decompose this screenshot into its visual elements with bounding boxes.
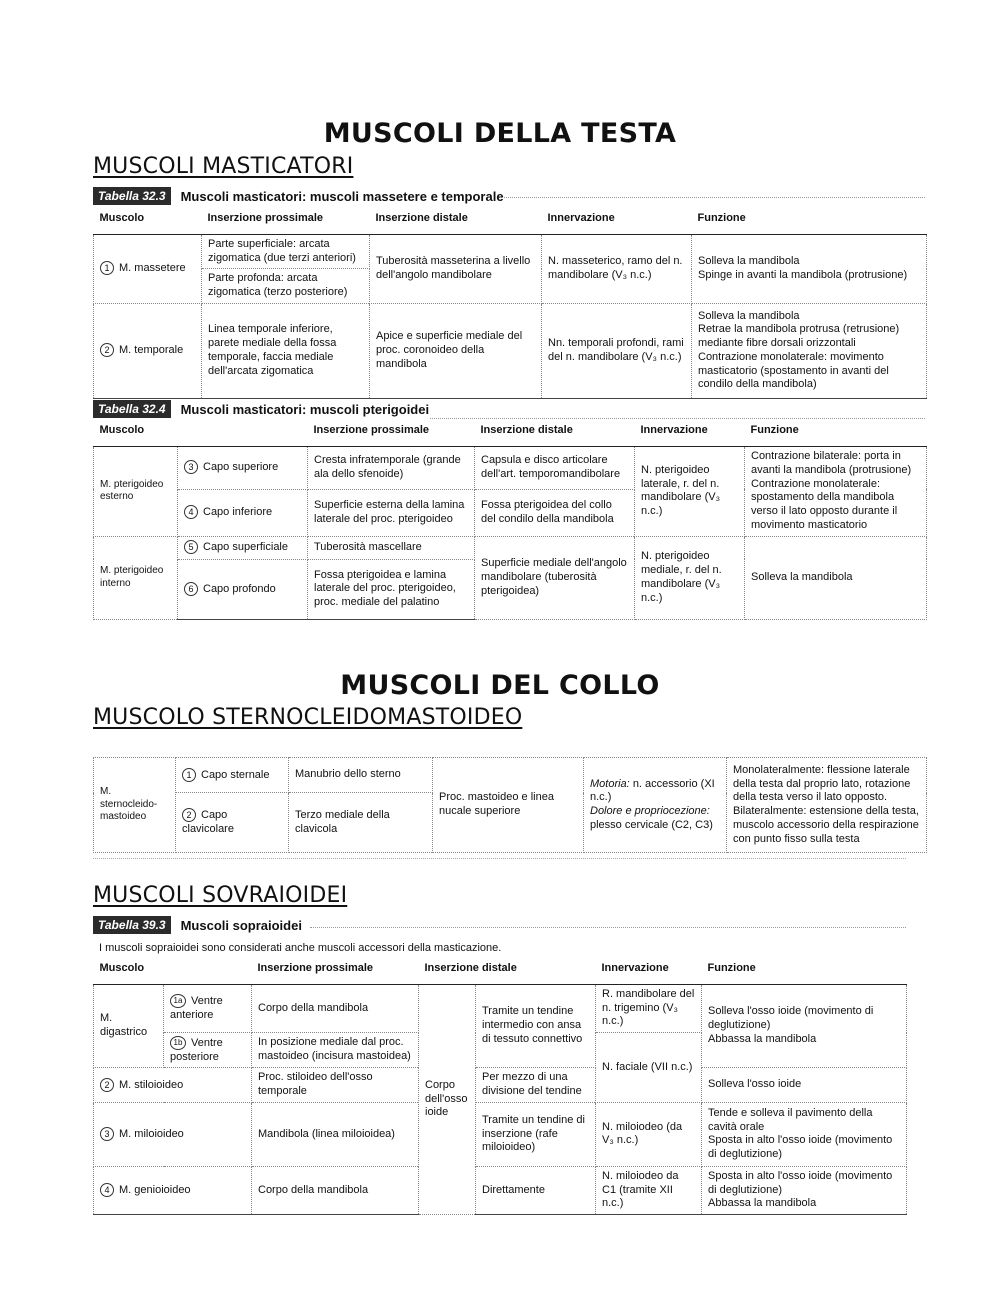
cell: Monolateralmente: flessione laterale della testa dal proprio lato, rotazione della testa verso il lato opposto. Bilateralmente: estensione della testa, muscolo accessorio della respirazione con punto fisso sulla testa	[727, 758, 927, 853]
cell: N. miloiodeo da C1 (tramite XII n.c.)	[596, 1166, 702, 1214]
head-cell	[178, 559, 308, 619]
cell: Fossa pterigoidea del collo del condilo della mandibola	[475, 489, 635, 536]
cell: In posizione mediale dal proc. mastoideo (incisura mastoidea)	[252, 1033, 419, 1068]
table-header-row	[94, 424, 927, 446]
innervation-value: plesso cervicale (C2, C3)	[590, 818, 713, 831]
cell: N. miloiodeo (da V₃ n.c.)	[596, 1102, 702, 1166]
number-badge: 1b	[170, 1036, 186, 1050]
col-header: Inserzione prossimale	[308, 424, 475, 446]
cell: Parte profonda: arcata zigomatica (terzo posteriore)	[202, 269, 370, 304]
table-row	[94, 984, 907, 1032]
cell: Solleva l'osso ioide (movimento di deglutizione) Abbassa la mandibola	[702, 984, 907, 1068]
head-cell	[164, 1033, 252, 1068]
number-badge: 2	[182, 808, 196, 822]
cell: Corpo della mandibola	[252, 1166, 419, 1214]
muscle-cell	[94, 1166, 252, 1214]
number-badge: 1	[100, 261, 114, 275]
section-title-scm: MUSCOLO STERNOCLEIDOMASTOIDEO	[93, 705, 523, 730]
table-row	[94, 303, 927, 398]
cell: N. masseterico, ramo del n. mandibolare (V₃ n.c.)	[542, 234, 692, 303]
cell: Fossa pterigoidea e lamina laterale del proc. pterigoideo, proc. mediale del palatino	[308, 559, 475, 619]
innervation-label: Motoria:	[590, 777, 630, 790]
col-header: Muscolo	[94, 424, 308, 446]
table-badge: Tabella 39.3	[93, 916, 171, 934]
head-name: Capo profondo	[203, 582, 276, 595]
cell: Capsula e disco articolare dell'art. temporomandibolare	[475, 446, 635, 489]
table-row	[94, 758, 927, 793]
cell: Apice e superficie mediale del proc. coronoideo della mandibola	[370, 303, 542, 398]
cell: Per mezzo di una divisione del tendine	[476, 1068, 596, 1103]
cell: Contrazione bilaterale: porta in avanti la mandibola (protrusione) Contrazione monolaterale: spostamento della mandibola verso il lato opposto durante il movimento masticatorio	[745, 446, 927, 536]
head-cell	[164, 984, 252, 1032]
divider	[430, 418, 925, 419]
section-title-masticatori: MUSCOLI MASTICATORI	[93, 154, 354, 179]
cell: Corpo dell'osso ioide	[419, 984, 476, 1214]
muscle-cell	[94, 234, 202, 303]
table-header-row	[94, 962, 907, 984]
col-header: Inserzione distale	[475, 424, 635, 446]
col-header: Innervazione	[542, 212, 692, 234]
col-header: Inserzione distale	[419, 962, 596, 984]
cell: N. pterigoideo mediale, r. del n. mandibolare (V₃ n.c.)	[635, 536, 745, 619]
head-cell	[176, 793, 289, 853]
muscle-name: M. pterigoideo interno	[94, 536, 178, 619]
table-39-3	[93, 962, 907, 1215]
col-header: Muscolo	[94, 962, 252, 984]
cell: Cresta infratemporale (grande ala dello sfenoide)	[308, 446, 475, 489]
table-header-row	[94, 212, 927, 234]
number-badge: 1a	[170, 994, 186, 1008]
col-header: Funzione	[745, 424, 927, 446]
number-badge: 6	[184, 582, 198, 596]
page-title-collo: MUSCOLI DEL COLLO	[340, 670, 660, 701]
table-badge: Tabella 32.4	[93, 400, 171, 418]
muscle-cell	[94, 303, 202, 398]
cell: Tramite un tendine intermedio con ansa di tessuto connettivo	[476, 984, 596, 1068]
cell: Corpo della mandibola	[252, 984, 419, 1032]
table-32-3	[93, 212, 927, 399]
cell: Tramite un tendine di inserzione (rafe miloioideo)	[476, 1102, 596, 1166]
col-header: Muscolo	[94, 212, 202, 234]
head-name: Ventre posteriore	[170, 1036, 223, 1063]
table-caption-39-3	[93, 916, 302, 934]
cell: Linea temporale inferiore, parete mediale della fossa temporale, faccia mediale dell'arcata zigomatica	[202, 303, 370, 398]
cell: Solleva la mandibola Retrae la mandibola protrusa (retrusione) mediante fibre dorsali orizzontali Contrazione monolaterale: movimento masticatorio (spostamento in avanti del condilo della mandibola)	[692, 303, 927, 398]
number-badge: 2	[100, 1078, 114, 1092]
section-title-sovraioidei: MUSCOLI SOVRAIOIDEI	[93, 883, 348, 908]
cell: Solleva l'osso ioide	[702, 1068, 907, 1103]
number-badge: 1	[182, 768, 196, 782]
col-header: Inserzione prossimale	[202, 212, 370, 234]
head-name: Capo sternale	[201, 768, 270, 781]
cell: R. mandibolare del n. trigemino (V₃ n.c.)	[596, 984, 702, 1032]
cell: Sposta in alto l'osso ioide (movimento di deglutizione) Abbassa la mandibola	[702, 1166, 907, 1214]
number-badge: 3	[100, 1127, 114, 1141]
number-badge: 3	[184, 460, 198, 474]
muscle-name: M. stiloioideo	[119, 1078, 184, 1091]
table-row	[94, 1166, 907, 1214]
table-scm	[93, 757, 927, 853]
head-cell	[178, 536, 308, 559]
col-header: Funzione	[702, 962, 907, 984]
cell: Tuberosità mascellare	[308, 536, 475, 559]
cell: Solleva la mandibola	[745, 536, 927, 619]
cell: Parte superficiale: arcata zigomatica (due terzi anteriori)	[202, 234, 370, 269]
cell: Superficie esterna della lamina laterale del proc. pterigoideo	[308, 489, 475, 536]
table-caption-32-3	[93, 187, 504, 205]
table-row	[94, 234, 927, 269]
table-row	[94, 1068, 907, 1103]
head-name: Capo inferiore	[203, 506, 273, 519]
head-cell	[178, 489, 308, 536]
number-badge: 4	[100, 1183, 114, 1197]
cell: Proc. mastoideo e linea nucale superiore	[433, 758, 584, 853]
col-header: Innervazione	[596, 962, 702, 984]
table-row	[94, 1102, 907, 1166]
table-note: I muscoli sopraioidei sono considerati anche muscoli accessori della masticazione.	[99, 942, 502, 954]
head-name: Capo clavicolare	[182, 809, 234, 835]
cell: Direttamente	[476, 1166, 596, 1214]
number-badge: 4	[184, 505, 198, 519]
muscle-cell	[94, 1102, 252, 1166]
number-badge: 5	[184, 540, 198, 554]
muscle-name: M. genioioideo	[119, 1184, 191, 1197]
col-header: Funzione	[692, 212, 927, 234]
innervation-cell	[584, 758, 727, 853]
table-badge: Tabella 32.3	[93, 187, 171, 205]
head-cell	[178, 446, 308, 489]
head-name: Ventre anteriore	[170, 995, 223, 1021]
divider	[93, 858, 906, 859]
muscle-name: M. massetere	[119, 262, 186, 275]
cell: Superficie mediale dell'angolo mandibolare (tuberosità pterigoidea)	[475, 536, 635, 619]
page-title-testa: MUSCOLI DELLA TESTA	[323, 118, 677, 149]
divider	[500, 197, 925, 198]
cell: Terzo mediale della clavicola	[289, 793, 433, 853]
col-header: Inserzione distale	[370, 212, 542, 234]
cell: N. faciale (VII n.c.)	[596, 1033, 702, 1103]
table-row	[94, 536, 927, 559]
muscle-name: M. pterigoideo esterno	[94, 446, 178, 536]
muscle-name: M. sternocleido-mastoideo	[94, 758, 176, 853]
table-row	[94, 446, 927, 489]
head-cell	[176, 758, 289, 793]
table-32-4	[93, 424, 927, 620]
cell: Mandibola (linea miloioidea)	[252, 1102, 419, 1166]
muscle-name: M. digastrico	[94, 984, 164, 1068]
col-header: Inserzione prossimale	[252, 962, 419, 984]
cell: Solleva la mandibola Spinge in avanti la mandibola (protrusione)	[692, 234, 927, 303]
cell: Tuberosità masseterina a livello dell'angolo mandibolare	[370, 234, 542, 303]
muscle-name: M. temporale	[119, 344, 184, 357]
innervation-value: n. accessorio (XI n.c.)	[590, 777, 715, 804]
muscle-name: M. miloioideo	[119, 1127, 184, 1140]
table-title: Muscoli sopraioidei	[180, 917, 302, 933]
head-name: Capo superficiale	[203, 541, 288, 554]
cell: Proc. stiloideo dell'osso temporale	[252, 1068, 419, 1103]
cell: N. pterigoideo laterale, r. del n. mandibolare (V₃ n.c.)	[635, 446, 745, 536]
number-badge: 2	[100, 343, 114, 357]
table-title: Muscoli masticatori: muscoli massetere e temporale	[180, 188, 504, 204]
divider	[310, 927, 906, 928]
table-title: Muscoli masticatori: muscoli pterigoidei	[180, 401, 430, 417]
col-header: Innervazione	[635, 424, 745, 446]
table-caption-32-4	[93, 400, 429, 418]
cell: Tende e solleva il pavimento della cavità orale Sposta in alto l'osso ioide (movimento di deglutizione)	[702, 1102, 907, 1166]
innervation-label: Dolore e propriocezione:	[590, 805, 710, 817]
head-name: Capo superiore	[203, 461, 279, 474]
cell: Nn. temporali profondi, rami del n. mandibolare (V₃ n.c.)	[542, 303, 692, 398]
muscle-cell	[94, 1068, 252, 1103]
cell: Manubrio dello sterno	[289, 758, 433, 793]
